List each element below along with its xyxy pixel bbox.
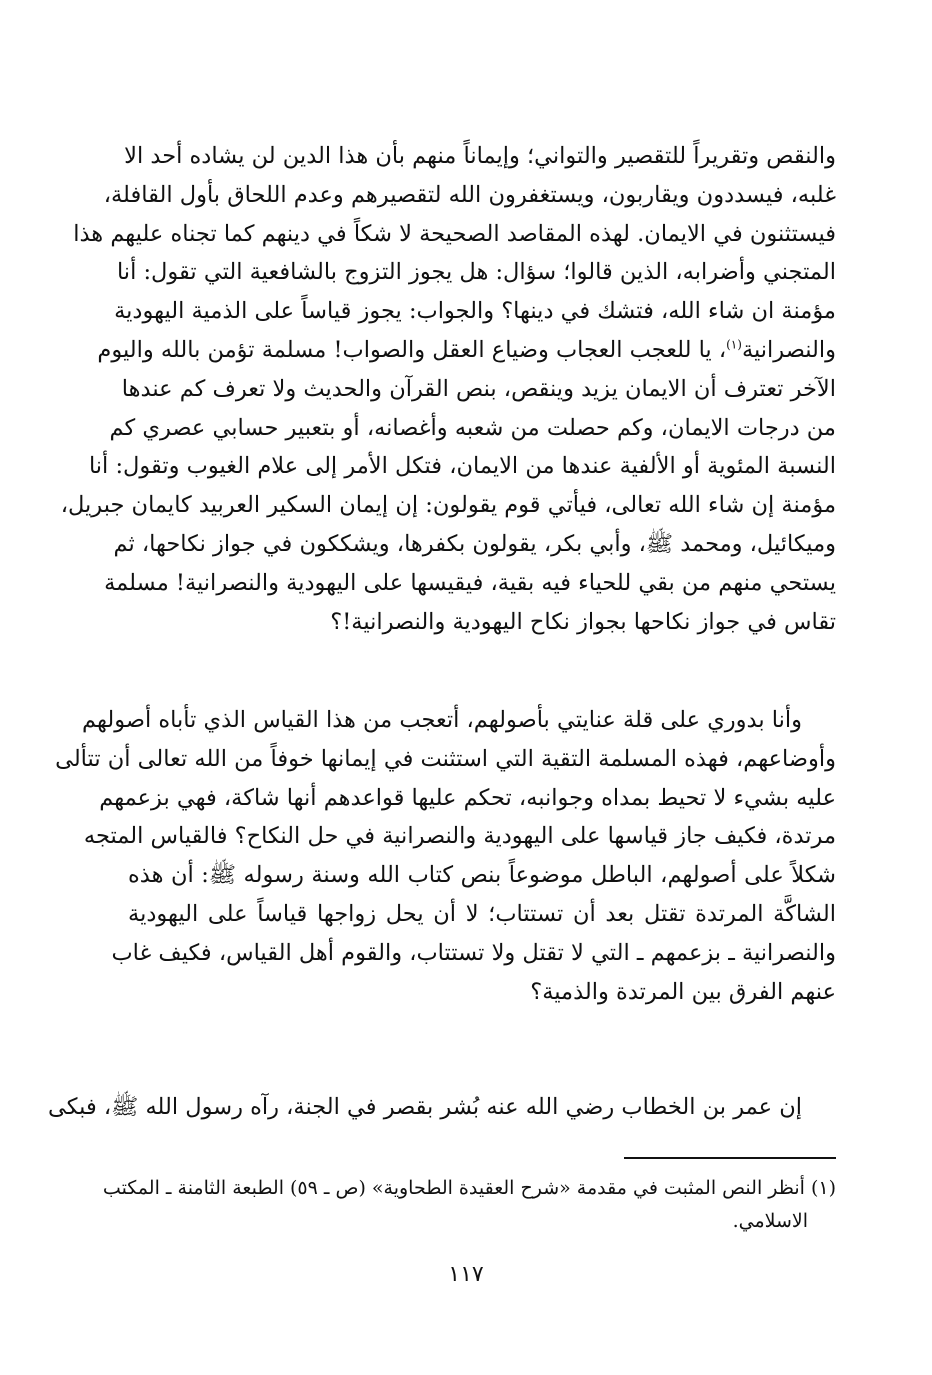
text-line: النسبة المئوية أو الألفية عندها من الايمان، فتكل الأمر إلى علام الغيوب وتقول: أنا (88, 453, 836, 480)
text-line: مؤمنة إن شاء الله تعالى، فيأتي قوم يقولون: إن إيمان السكير العربيد كايمان جبريل، (60, 492, 836, 519)
paragraph-2 (55, 701, 836, 1011)
text-line: الآخر تعترف أن الايمان يزيد وينقص، بنص القرآن والحديث ولا تعرف كم عندها (121, 375, 836, 402)
text-line: عنهم الفرق بين المرتدة والذمية؟ (530, 978, 836, 1005)
text-line: وأوضاعهم، فهذه المسلمة التقية التي استثنت في إيمانها خوفاً من الله تعالى أن تتألى (55, 745, 836, 772)
text-segment: والنصرانية (741, 336, 836, 363)
text-segment: ، يا للعجب العجاب وضياع العقل والصواب! مسلمة تؤمن بالله واليوم (97, 336, 727, 363)
text-line: إن عمر بن الخطاب رضي الله عنه بُشر بقصر في الجنة، رآه رسول الله ﷺ، فبكى (48, 1094, 802, 1120)
text-line: المتجني وأضرابه، الذين قالوا؛ سؤال: هل يجوز التزوج بالشافعية التي تقول: أنا (116, 259, 836, 286)
text-line-with-footnote-ref (97, 331, 836, 370)
footnote-line: الاسلامي. (732, 1210, 808, 1232)
text-line: الشاكَّة المرتدة تقتل بعد أن تستتاب؛ لا أن يحل زواجها قياساً على اليهودية (128, 900, 836, 927)
text-line: شكلاً على أصولهم، الباطل موضوعاً بنص كتاب الله وسنة رسوله ﷺ: أن هذه (128, 862, 836, 889)
text-line: من درجات الايمان، وكم حصلت من شعبه وأغصانه، أو بتعبير حسابي عصري كم (109, 414, 836, 441)
text-line: والنصرانية ـ بزعمهم ـ التي لا تقتل ولا تستتاب، والقوم أهل القياس، فكيف غاب (111, 939, 836, 966)
text-line: تقاس في جواز نكاحها بجواز نكاح اليهودية والنصرانية!؟ (330, 608, 836, 635)
text-line: يستحي منهم من بقي للحياء فيه بقية، فيقيسها على اليهودية والنصرانية! مسلمة (104, 569, 836, 596)
text-line: غلبه، فيسددون ويقاربون، ويستغفرون الله لتقصيرهم وعدم اللحاق بأول القافلة، (103, 181, 836, 208)
text-line: والنقص وتقريراً للتقصير والتواني؛ وإيماناً منهم بأن هذا الدين لن يشاده أحد الا (124, 143, 836, 169)
footnote-divider (624, 1157, 836, 1159)
text-line: وميكائيل، ومحمد ﷺ، وأبي بكر، يقولون بكفرها، ويشككون في جواز نكاحها، ثم (113, 530, 836, 557)
footnote-reference[interactable]: (١) (726, 337, 742, 352)
footnote (102, 1172, 836, 1238)
text-line: عليه بشيء لا تحيط بمداه وجوانبه، تحكم عليها قواعدهم أنها شاكة، فهي بزعمهم (99, 784, 836, 811)
text-line: مرتدة، فكيف جاز قياسها على اليهودية والنصرانية في حل النكاح؟ فالقياس المتجه (83, 823, 836, 850)
page-number: ١١٧ (448, 1262, 484, 1287)
paragraph-1 (60, 137, 836, 641)
text-line: وأنا بدوري على قلة عنايتي بأصولهم، أتعجب من هذا القياس الذي تأباه أصولهم (82, 707, 802, 733)
text-line: مؤمنة ان شاء الله، فتشك في دينها؟ والجواب: يجوز قياساً على الذمية اليهودية (114, 298, 836, 325)
footnote-line: (١) أنظر النص المثبت في مقدمة «شرح العقيدة الطحاوية» (ص ـ ٥٩) الطبعة الثامنة ـ المكتب (102, 1177, 836, 1199)
text-line: فيستثنون في الايمان. لهذه المقاصد الصحيحة لا شكاً في دينهم كما تجناه عليهم هذا (73, 220, 836, 247)
paragraph-3 (48, 1088, 836, 1127)
